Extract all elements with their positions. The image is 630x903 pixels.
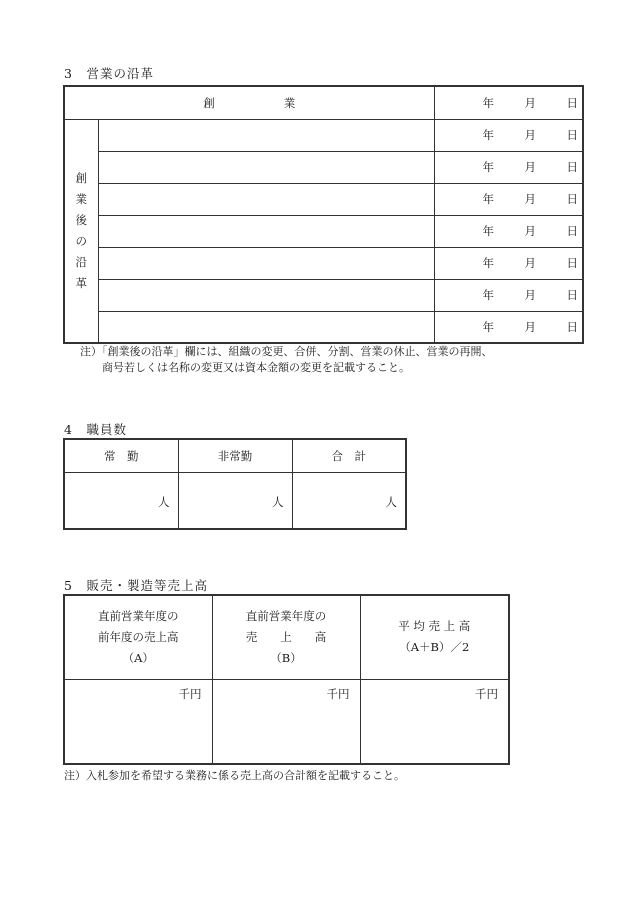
founding-date-cell[interactable]	[434, 86, 583, 119]
history-date-5[interactable]: 年 月 日	[434, 247, 583, 279]
history-entry-4[interactable]	[98, 215, 434, 247]
sales-table	[63, 594, 510, 765]
fulltime-header: 常 勤	[64, 439, 178, 472]
history-date-4[interactable]: 年 月 日	[434, 215, 583, 247]
history-entry-2[interactable]	[98, 151, 434, 183]
founding-row	[64, 86, 583, 119]
history-note-line2: 商号若しくは名称の変更又は資本金額の変更を記載すること。	[102, 361, 410, 374]
day-label: 日	[566, 95, 578, 110]
section4-heading: 4 職員数	[64, 422, 127, 437]
history-row	[64, 247, 583, 279]
history-date-1[interactable]: 年 月 日	[434, 119, 583, 151]
history-row	[64, 279, 583, 311]
section5-heading: 5 販売・製造等売上高	[64, 578, 208, 593]
side-label-history: 創 業 後 の 沿 革	[64, 119, 98, 343]
staff-table	[63, 438, 407, 530]
year-label: 年	[482, 95, 494, 110]
history-row	[64, 119, 583, 151]
prior-year-sales-cell[interactable]: 千円	[64, 679, 212, 764]
last-year-sales-header: 直前営業年度の 売 上 高 （B）	[212, 595, 360, 679]
total-header: 合 計	[292, 439, 406, 472]
history-row	[64, 183, 583, 215]
history-table	[63, 85, 584, 344]
section3-heading: 3 営業の沿革	[64, 66, 154, 81]
history-date-6[interactable]: 年 月 日	[434, 279, 583, 311]
sales-note: 注）入札参加を希望する業務に係る売上高の合計額を記載すること。	[64, 769, 405, 782]
history-date-2[interactable]: 年 月 日	[434, 151, 583, 183]
history-date-3[interactable]: 年 月 日	[434, 183, 583, 215]
last-year-sales-cell[interactable]: 千円	[212, 679, 360, 764]
history-row	[64, 151, 583, 183]
history-entry-7[interactable]	[98, 311, 434, 343]
history-date-7[interactable]: 年 月 日	[434, 311, 583, 343]
history-row	[64, 215, 583, 247]
fulltime-count-cell[interactable]: 人	[64, 472, 178, 529]
history-entry-5[interactable]	[98, 247, 434, 279]
average-sales-cell[interactable]: 千円	[360, 679, 509, 764]
average-sales-header: 平 均 売 上 高 （A＋B）／2	[360, 595, 509, 679]
total-count-cell[interactable]: 人	[292, 472, 406, 529]
parttime-count-cell[interactable]: 人	[178, 472, 292, 529]
prior-year-sales-header: 直前営業年度の 前年度の売上高 （A）	[64, 595, 212, 679]
history-note-line1: 注）「創業後の沿革」欄には、組織の変更、合併、分割、営業の休止、営業の再開、	[80, 345, 493, 358]
history-entry-1[interactable]	[98, 119, 434, 151]
history-entry-3[interactable]	[98, 183, 434, 215]
founding-label: 創 業	[64, 86, 434, 119]
parttime-header: 非常勤	[178, 439, 292, 472]
history-entry-6[interactable]	[98, 279, 434, 311]
history-row	[64, 311, 583, 343]
month-label: 月	[524, 95, 536, 110]
